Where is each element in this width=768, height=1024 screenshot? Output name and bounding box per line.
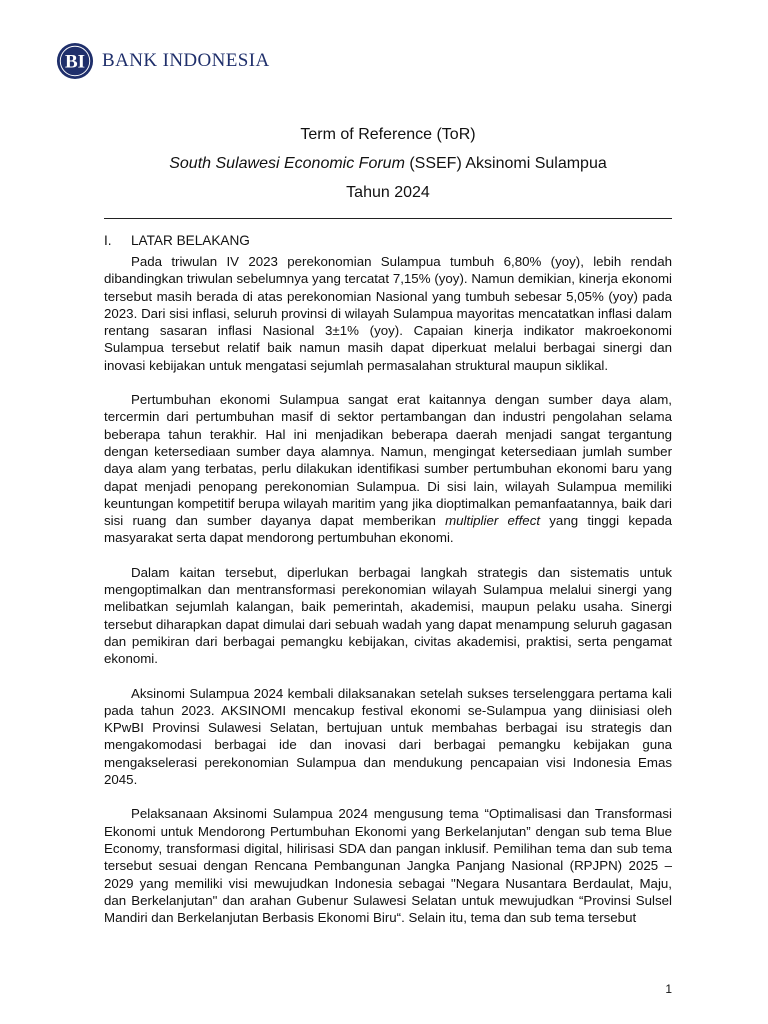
title-line-1: Term of Reference (ToR) [300,126,476,143]
title-line-2-italic: South Sulawesi Economic Forum [169,155,405,172]
page-number: 1 [665,982,672,996]
title-line-2-rest: (SSEF) Aksinomi Sulampua [404,155,607,172]
section-title: LATAR BELAKANG [131,233,250,248]
title-line-3: Tahun 2024 [346,184,430,201]
paragraph-2 [104,391,672,547]
bank-indonesia-logo [56,42,270,80]
emblem-letters: BI [64,51,86,73]
paragraph-5: Pelaksanaan Aksinomi Sulampua 2024 mengusung tema “Optimalisasi dan Transformasi Ekonomi untuk Mendorong Pertumbuhan Ekonomi yang Berkelanjutan” dengan sub tema Blue Economy, transformasi digital, hilirisasi SDA dan pangan inklusif. Pemilihan tema dan sub tema tersebut sesuai dengan Rencana Pembangunan Jangka Panjang Nasional (RPJPN) 2025 – 2029 yang memiliki visi mewujudkan Indonesia sebagai "Negara Nusantara Berdaulat, Maju, dan Berkelanjutan" dan arahan Gubenur Sulawesi Selatan untuk mewujudkan “Provinsi Sulsel Mandiri dan Berkelanjutan Berbasis Ekonomi Biru“. Selain itu, tema dan sub tema tersebut [104,806,672,926]
section-heading [104,233,250,248]
paragraph-4: Aksinomi Sulampua 2024 kembali dilaksanakan setelah sukses terselenggara pertama kali pada tahun 2023. AKSINOMI mencakup festival ekonomi se-Sulampua yang diinisiasi oleh KPwBI Provinsi Sulawesi Selatan, bertujuan untuk membahas berbagai isu strategis dan mengakomodasi berbagai ide dan inovasi dari berbagai pemangku kebijakan guna mengakselerasi perekonomian Sulampua dan mendukung pencapaian visi Indonesia Emas 2045. [104,685,672,788]
paragraph-2-text-a: Pertumbuhan ekonomi Sulampua sangat erat kaitannya dengan sumber daya alam, tercermin dari pertumbuhan masif di sektor pertambangan dan industri pengolahan selama beberapa tahun terakhir. Hal ini menjadikan beberapa daerah menjadi sangat tergantung dengan ketersediaan sumber daya alamnya. Namun, mengingat ketersediaan jumlah sumber daya alam yang terbatas, perlu dilakukan identifikasi sumber pertumbuhan ekonomi baru yang dapat menjadi penopang perekonomian Sulampua. Di sisi lain, wilayah Sulampua memiliki keuntungan kompetitif berupa wilayah maritim yang jika dioptimalkan pemanfaatannya, baik dari sisi ruang dan sumber dayanya dapat memberikan [104,392,672,529]
paragraph-2-italic: multiplier effect [445,513,541,529]
title-divider [104,218,672,219]
bank-indonesia-emblem-icon [56,42,94,80]
title-line-2 [104,149,672,178]
body-text [104,253,672,926]
paragraph-3: Dalam kaitan tersebut, diperlukan berbagai langkah strategis dan sistematis untuk mengoptimalkan dan mentransformasi perekonomian wilayah Sulampua melalui sinergi yang melibatkan sejumlah kalangan, baik pemerintah, akademisi, maupun pelaku usaha. Sinergi tersebut diharapkan dapat dimulai dari sebuah wadah yang dapat menampung seluruh gagasan dan pemikiran dari berbagai pemangku kebijakan, civitas akademisi, praktisi, serta pengamat ekonomi. [104,564,672,667]
logo-text: BANK INDONESIA [102,50,270,71]
paragraph-2-text-b: yang tinggi kepada masyarakat serta dapat mendorong pertumbuhan ekonomi. [104,513,672,546]
document-title [104,120,672,207]
section-number: I. [104,233,112,248]
paragraph-1: Pada triwulan IV 2023 perekonomian Sulampua tumbuh 6,80% (yoy), lebih rendah dibandingkan triwulan sebelumnya yang tercatat 7,15% (yoy). Namun demikian, kinerja ekonomi tersebut masih berada di atas perekonomian Nasional yang tumbuh sebesar 5,05% (yoy) pada 2023. Dari sisi inflasi, seluruh provinsi di wilayah Sulampua mayoritas mencatatkan inflasi dalam rentang sasaran inflasi Nasional 3±1% (yoy). Capaian kinerja indikator makroekonomi Sulampua tersebut relatif baik namun masih dapat diperkuat melalui berbagai sinergi dan inovasi kebijakan untuk mengatasi sejumlah permasalahan struktural maupun siklikal. [104,254,672,373]
